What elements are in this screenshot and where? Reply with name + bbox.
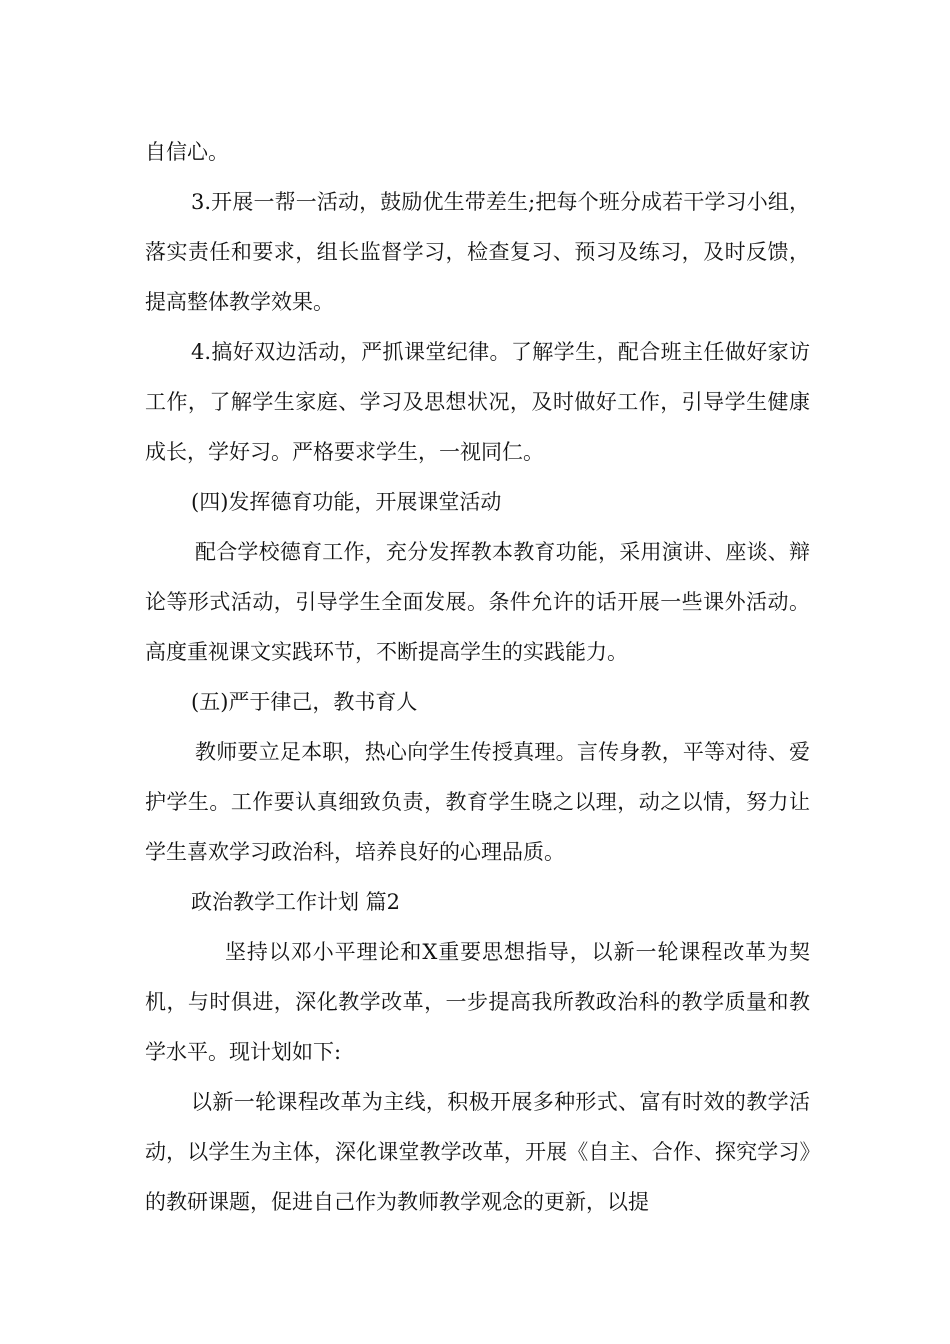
paragraph-item-4: 4.搞好双边活动，严抓课堂纪律。了解学生，配合班主任做好家访工作，了解学生家庭、学习及思想状况，及时做好工作，引导学生健康成长，学好习。严格要求学生，一视同仁。 (145, 340, 810, 464)
plan-title-2: 政治教学工作计划 篇2 (191, 890, 401, 914)
paragraph-teacher-conduct: 教师要立足本职，热心向学生传授真理。言传身教，平等对待、爱护学生。工作要认真细致负责，教育学生晓之以理，动之以情，努力让学生喜欢学习政治科，培养良好的心理品质。 (145, 740, 810, 864)
section-heading-5: (五)严于律己，教书育人 (191, 690, 418, 714)
paragraph-item-3: 3.开展一帮一活动，鼓励优生带差生;把每个班分成若干学习小组，落实责任和要求，组长监督学习，检查复习、预习及练习，及时反馈，提高整体教学效果。 (145, 190, 810, 314)
paragraph-main-line: 以新一轮课程改革为主线，积极开展多种形式、富有时效的教学活动，以学生为主体，深化课堂教学改革，开展《自主、合作、探究学习》的教研课题，促进自己作为教师教学观念的更新，以提 (145, 1090, 810, 1214)
document-body (145, 127, 810, 1227)
paragraph-guiding-principle: 坚持以邓小平理论和X重要思想指导，以新一轮课程改革为契机，与时俱进，深化教学改革，一步提高我所教政治科的教学质量和教学水平。现计划如下: (145, 940, 810, 1064)
paragraph-moral-education: 配合学校德育工作，充分发挥教本教育功能，采用演讲、座谈、辩论等形式活动，引导学生全面发展。条件允许的话开展一些课外活动。高度重视课文实践环节，不断提高学生的实践能力。 (145, 540, 810, 664)
paragraph-continuation: 自信心。 (145, 140, 229, 164)
section-heading-4: (四)发挥德育功能，开展课堂活动 (191, 490, 502, 514)
